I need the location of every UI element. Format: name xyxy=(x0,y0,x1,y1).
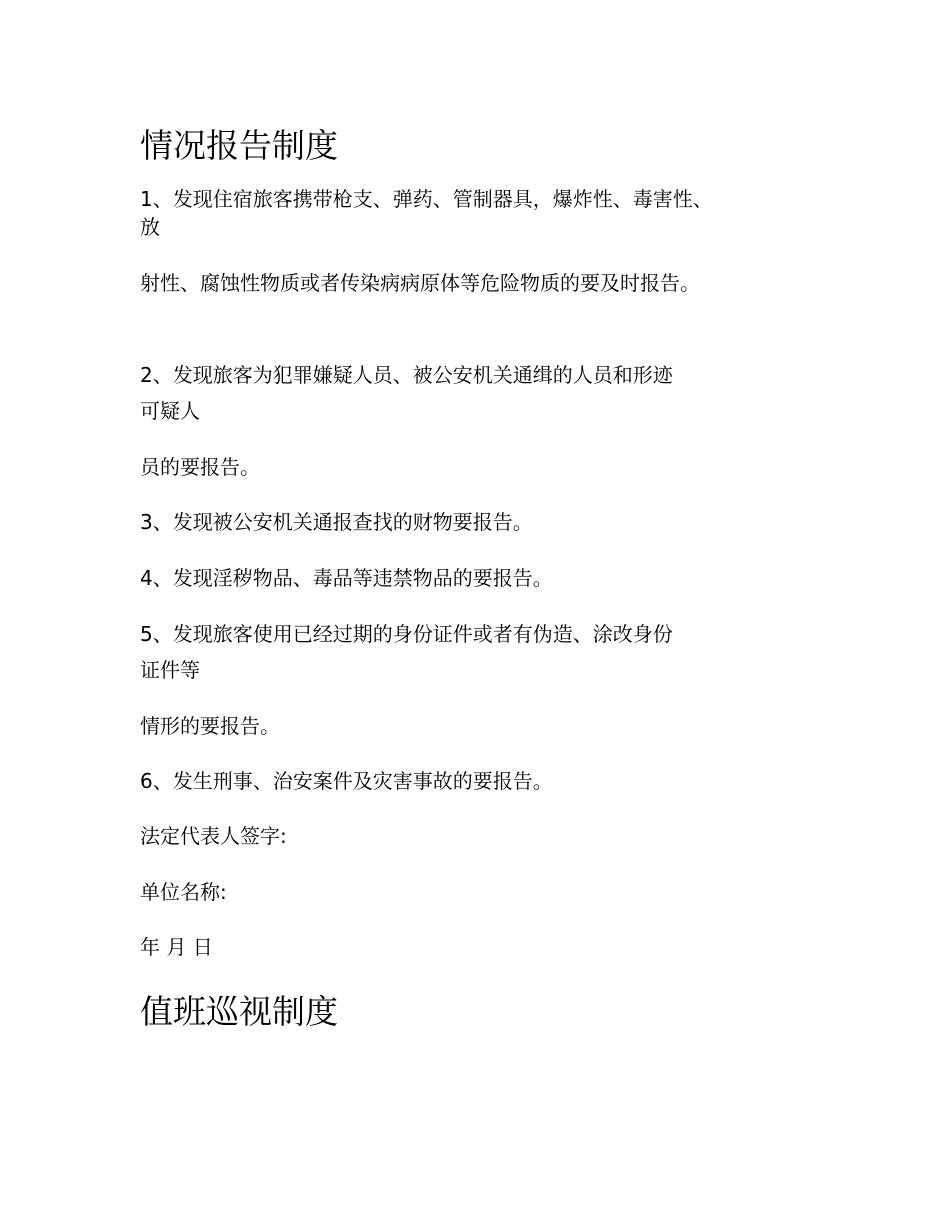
paragraph-line-10: 证件等 xyxy=(140,658,200,682)
paragraph-line-4: 2、发现旅客为犯罪嫌疑人员、被公安机关通缉的人员和形迹 xyxy=(140,363,673,387)
section-title-patrol-system: 值班巡视制度 xyxy=(140,992,338,1031)
section-title-report-system: 情况报告制度 xyxy=(140,126,338,165)
signature-label: 法定代表人签字: xyxy=(140,824,287,848)
unit-name-label: 单位名称: xyxy=(140,880,227,904)
paragraph-line-11: 情形的要报告。 xyxy=(140,714,280,738)
paragraph-line-12: 6、发生刑事、治安案件及灾害事故的要报告。 xyxy=(140,769,553,793)
paragraph-line-9: 5、发现旅客使用已经过期的身份证件或者有伪造、涂改身份 xyxy=(140,622,673,646)
paragraph-line-2: 放 xyxy=(140,215,160,239)
paragraph-line-8: 4、发现淫秽物品、毒品等违禁物品的要报告。 xyxy=(140,566,553,590)
date-label: 年 月 日 xyxy=(140,935,213,959)
paragraph-line-1: 1、发现住宿旅客携带枪支、弹药、管制器具，爆炸性、毒害性、 xyxy=(140,187,713,211)
paragraph-line-7: 3、发现被公安机关通报查找的财物要报告。 xyxy=(140,510,533,534)
paragraph-line-3: 射性、腐蚀性物质或者传染病病原体等危险物质的要及时报告。 xyxy=(140,271,700,295)
paragraph-line-5: 可疑人 xyxy=(140,399,200,423)
paragraph-line-6: 员的要报告。 xyxy=(140,455,260,479)
